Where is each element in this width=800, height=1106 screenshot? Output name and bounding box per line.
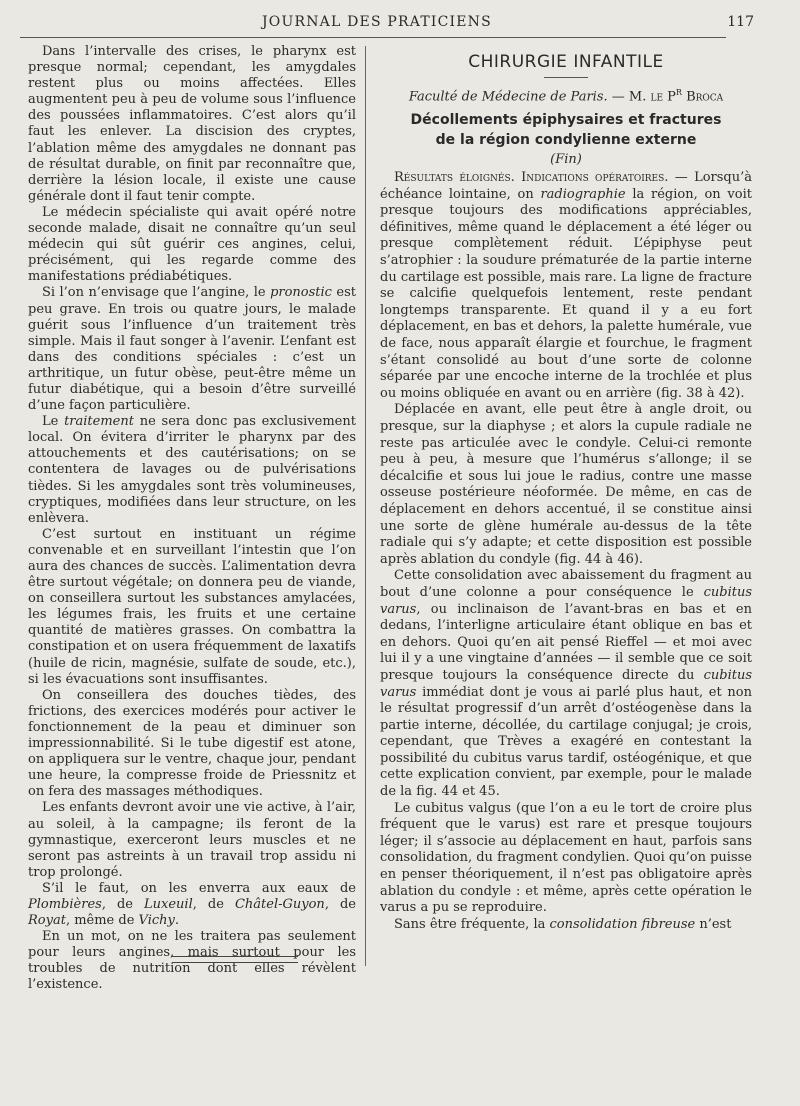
paragraph: Dans l’intervalle des crises, le pharynx est presque normal; cependant, les amygdales restent plus ou moins affectées. Elles augmentent peu à peu de volume sous l’influence des poussées inflammatoires. C’est alors qu’il faut les enlever. La discision des cryptes, l’ablation même des amygdales ne donnant pas de résultat durable, on finit par reconnaître que, derrière la lésion locale, il existe une cause générale dont il faut tenir compte. bbox=[28, 44, 356, 204]
page-number: 117 bbox=[727, 14, 754, 30]
article-title: Décollements épiphysaires et fractures de la région condylienne externe bbox=[410, 111, 722, 148]
paragraph: Cette consolidation avec abaissement du fragment au bout d’une colonne a pour conséquence le cubitus varus, ou inclinaison de l’avant-bras en bas et en dedans, l’interligne articulaire étant oblique en bas et en dehors. Quoi qu’en ait pensé Rieffel — et moi avec lui il y a une vingtaine d’années — il semble que ce soit presque toujours la conséquence directe du cubitus varus immédiat dont je vous ai parlé plus haut, et non le résultat progressif d’un arrêt d’ostéogenèse dans la partie interne, décollée, du cartilage conjugal; je crois, cependant, que Trèves a exagéré en contestant la possibilité du cubitus varus tardif, ostéogénique, et que cette explication convient, par exemple, pour le malade de la fig. 44 et 45. bbox=[380, 568, 752, 800]
paragraph: Résultats éloignés. Indications opératoires. — Lorsqu’à échéance lointaine, on radiographie la région, on voit presque toujours des modifications appréciables, définitives, même quand le déplacement a été léger ou presque complètement réduit. L’épiphyse peut s’atrophier : la soudure prématurée de la partie interne du cartilage est possible, mais rare. La ligne de fracture se calcifie quelquefois lentement, reste pendant longtemps transparente. Et quand il y a eu fort déplacement, en bas et dehors, la palette humérale, vue de face, nous apparaît élargie et fourchue, le fragment s’étant consolidé au bout d’une sorte de colonne séparée par une encoche interne de la trochlée et plus ou moins obliquée en avant ou en arrière (fig. 38 à 42). bbox=[380, 170, 752, 401]
paragraph: En un mot, on ne les traitera pas seulement pour leurs angines, mais surtout pour les troubles de nutrition dont elles révèlent l’existence. bbox=[28, 929, 356, 993]
paragraph: Le traitement ne sera donc pas exclusivement local. On évitera d’irriter le pharynx par des attouchements et des cautérisations; on se contentera de lavages ou de pulvérisations tièdes. Si les amygdales sont très volumineuses, cryptiques, modifiées dans leur structure, on les enlèvera. bbox=[28, 414, 356, 526]
paragraph: S’il le faut, on les enverra aux eaux de Plombières, de Luxeuil, de Châtel-Guyon, de Royat, même de Vichy. bbox=[28, 880, 356, 929]
end-of-article-rule bbox=[172, 956, 298, 963]
paragraph: Déplacée en avant, elle peut être à angle droit, ou presque, sur la diaphyse ; et alors la cupule radiale ne reste pas articulée avec le condyle. Celui-ci remonte peu à peu, à mesure que l’humérus s’allonge; il se décalcifie et sous lui joue le radius, contre une masse osseuse postérieure néoformée. De même, en cas de déplacement en dehors accentué, il se constitue ainsi une sorte de glène humérale au-dessus de la tête radiale qui s’y adapte; et cette disposition est possible après ablation du condyle (fig. 44 à 46). bbox=[380, 402, 752, 567]
paragraph: Les enfants devront avoir une vie active, à l’air, au soleil, à la campagne; ils feront de la gymnastique, exerceront leurs muscles et ne seront pas astreints à un travail trop assidu ni trop prolongé. bbox=[28, 800, 356, 880]
running-title: JOURNAL DES PRATICIENS bbox=[262, 14, 492, 30]
left-column bbox=[28, 44, 356, 994]
paragraph: Sans être fréquente, la consolidation fibreuse n’est bbox=[394, 916, 732, 932]
section-title: CHIRURGIE INFANTILE bbox=[468, 52, 664, 72]
title-rule bbox=[544, 77, 588, 78]
header-rule bbox=[20, 37, 726, 38]
fin-label: (Fin) bbox=[550, 151, 582, 167]
byline: Faculté de Médecine de Paris. — M. le $P^r$ Broca bbox=[408, 84, 724, 104]
paragraph: Si l’on n’envisage que l’angine, le pronostic est peu grave. En trois ou quatre jours, le malade guérit sous l’influence d’un traitement très simple. Mais il faut songer à l’avenir. L’enfant est dans des conditions spéciales : c’est un arthritique, un futur obèse, peut-être même un futur diabétique, qui a besoin d’être surveillé d’une façon particulière. bbox=[28, 285, 357, 414]
running-header bbox=[0, 10, 800, 36]
paragraph: On conseillera des douches tièdes, des frictions, des exercices modérés pour activer le fonctionnement de la peau et diminuer son impressionnabilité. Si le tube digestif est atone, on appliquera sur le ventre, chaque jour, pendant une heure, la compresse froide de Priessnitz et on fera des massages méthodiques. bbox=[28, 687, 356, 800]
right-column bbox=[380, 54, 752, 933]
paragraph: Le médecin spécialiste qui avait opéré notre seconde malade, disait ne connaître qu’un seul médecin qui sût guérir ces angines, celui, précisément, qui les regarde comme des manifestations prédiabétiques. bbox=[28, 204, 356, 285]
paragraph: Le cubitus valgus (que l’on a eu le tort de croire plus fréquent que le varus) est rare et presque toujours léger; il s’associe au déplacement en haut, parfois sans consolidation, du fragment condylien. Quoi qu’on puisse en penser théoriquement, il n’est pas obligatoire après ablation du condyle : et même, après cette opération le varus a pu se reproduire. bbox=[380, 800, 752, 916]
column-divider bbox=[365, 46, 366, 966]
paragraph: C’est surtout en instituant un régime convenable et en surveillant l’intestin que l’on aura des chances de succès. L’alimentation devra être surtout végétale; on donnera peu de viande, on conseillera surtout les substances amylacées, les légumes frais, les fruits et une certaine quantité de matières grasses. On combattra la constipation et on usera fréquemment de laxatifs (huile de ricin, magnésie, sulfate de soude, etc.), si les évacuations sont insuffisantes. bbox=[28, 526, 356, 687]
